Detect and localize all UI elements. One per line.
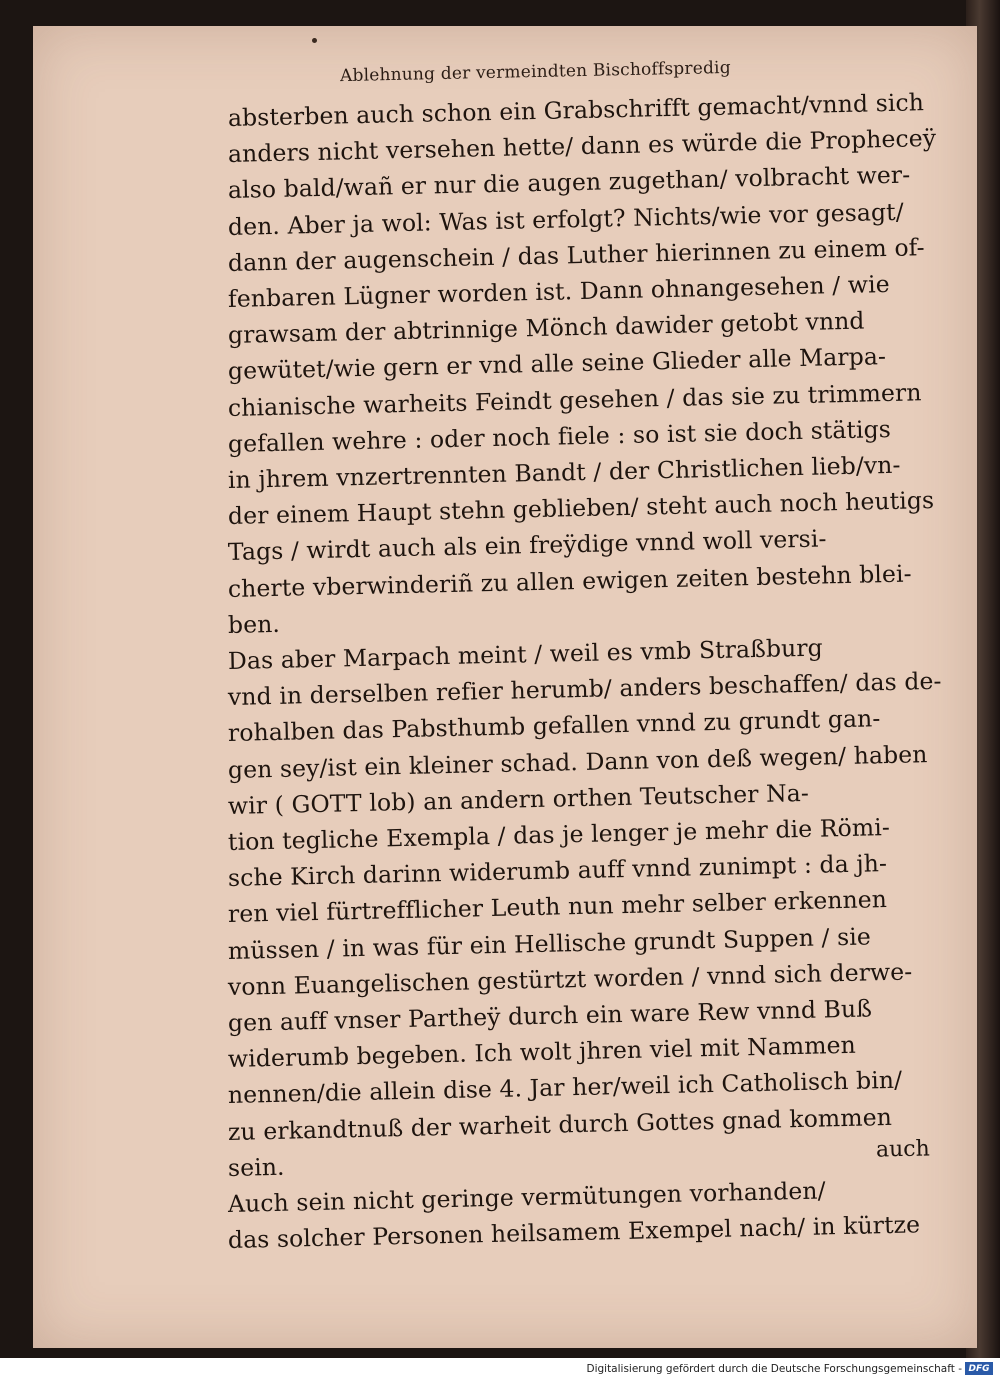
text-line: sein.	[227, 1152, 285, 1182]
text-line: tion tegliche Exempla / das je lenger je mehr die Römi-	[227, 813, 891, 857]
text-line: wir ( GOTT lob) an andern orthen Teutscher Na-	[227, 778, 810, 820]
catchword: auch	[875, 1136, 931, 1163]
text-line: vonn Euangelischen gestürtzt worden / vnnd sich derwe-	[227, 957, 913, 1001]
text-line: cherte vberwinderiñ zu allen ewigen zeiten bestehn blei-	[227, 559, 912, 603]
text-line: gen sey/ist ein kleiner schad. Dann von deß wegen/ haben	[227, 739, 928, 784]
text-line: dann der augenschein / das Luther hierinnen zu einem of-	[227, 233, 925, 277]
text-line: widerumb begeben. Ich wolt jhren viel mit Nammen	[227, 1031, 857, 1074]
text-line: gewütet/wie gern er vnd alle seine Glieder alle Marpa-	[227, 342, 887, 386]
text-line: fenbaren Lügner worden ist. Dann ohnangesehen / wie	[227, 270, 890, 314]
text-line: chianische warheits Feindt gesehen / das sie zu trimmern	[227, 377, 922, 422]
text-line: anders nicht versehen hette/ dann es würde die Propheceÿ	[227, 124, 937, 169]
text-line: der einem Haupt stehn geblieben/ steht auch noch heutigs	[227, 486, 935, 531]
text-line: zu erkandtnuß der warheit durch Gottes gnad kommen	[227, 1102, 893, 1146]
text-line: Tags / wirdt auch als ein freÿdige vnnd woll versi-	[227, 524, 827, 567]
text-line: sche Kirch darinn widerumb auff vnnd zunimpt : da jh-	[227, 849, 888, 893]
text-line: grawsam der abtrinnige Mönch dawider getobt vnnd	[227, 306, 865, 350]
text-line: vnd in derselben refier herumb/ anders beschaffen/ das de-	[227, 667, 942, 712]
text-line: müssen / in was für ein Hellische grundt Suppen / sie	[227, 922, 872, 965]
text-line: ben.	[227, 609, 281, 639]
text-line: gen auff vnser Partheÿ durch ein ware Rew vnnd Buß	[227, 994, 873, 1038]
text-line: das solcher Personen heilsamem Exempel nach/ in kürtze	[227, 1210, 921, 1255]
text-line: absterben auch schon ein Grabschrifft gemacht/vnnd sich	[227, 88, 925, 132]
text-line: Das aber Marpach meint / weil es vmb Straßburg	[227, 633, 824, 676]
ink-dot	[312, 38, 317, 43]
text-line: rohalben das Pabsthumb gefallen vnnd zu grundt gan-	[227, 704, 881, 748]
text-line: in jhrem vnzertrennten Bandt / der Christlichen lieb/vn-	[227, 450, 901, 495]
text-line: gefallen wehre : oder noch fiele : so ist sie doch stätigs	[227, 414, 892, 458]
text-line: also bald/wañ er nur die augen zugethan/ volbracht wer-	[227, 160, 911, 205]
text-line: nennen/die allein dise 4. Jar her/weil ich Catholisch bin/	[227, 1066, 903, 1110]
running-head: Ablehnung der vermeindten Bischoffspredig	[339, 57, 732, 87]
body-text	[227, 88, 942, 1259]
text-line: den. Aber ja wol: Was ist erfolgt? Nichts/wie vor gesagt/	[227, 197, 904, 241]
text-line: ren viel fürtrefflicher Leuth nun mehr selber erkennen	[227, 885, 888, 929]
text-line: Auch sein nicht geringe vermütungen vorhanden/	[227, 1176, 826, 1219]
funding-credit: Digitalisierung gefördert durch die Deutsche Forschungsgemeinschaft -	[586, 1363, 962, 1375]
dfg-logo: DFG	[965, 1362, 993, 1375]
